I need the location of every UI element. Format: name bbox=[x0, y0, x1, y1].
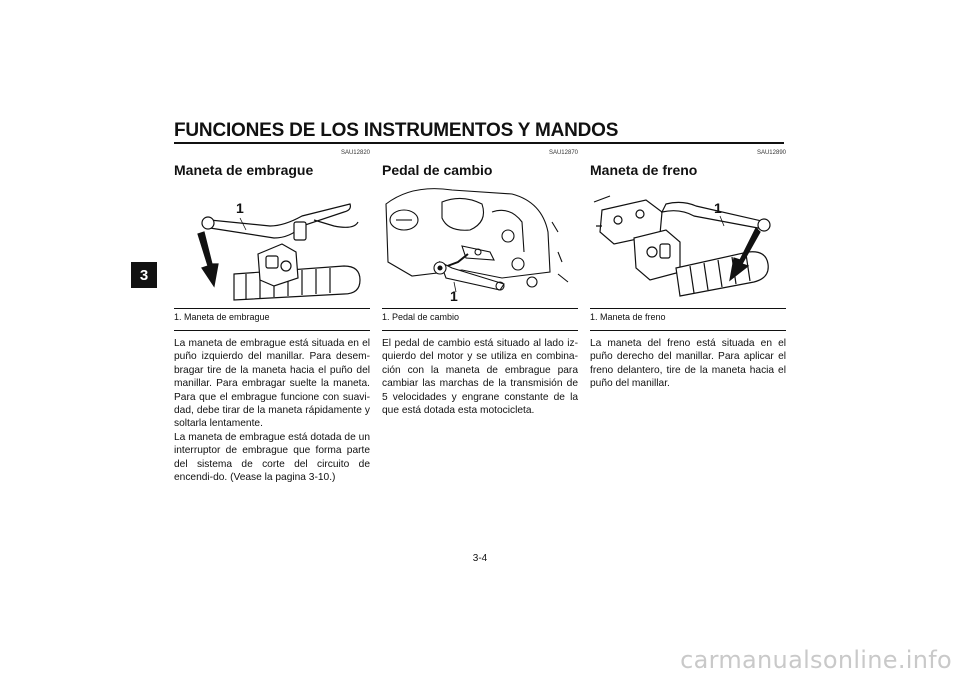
page-number: 3-4 bbox=[472, 553, 488, 564]
page-title: FUNCIONES DE LOS INSTRUMENTOS Y MANDOS bbox=[174, 120, 619, 141]
clutch-lever-illustration bbox=[174, 182, 370, 304]
section-code: SAU12890 bbox=[756, 150, 786, 156]
caption-rule bbox=[174, 308, 370, 309]
body-paragraph: El pedal de cambio está situado al lado iz-quierdo del motor y se utiliza en combina-ción con la maneta de embrague para cambiar las marchas de la transmisión de 5 velocidades y engrane constante de la que está dotada esta motocicleta. bbox=[382, 338, 578, 417]
shift-pedal-illustration bbox=[382, 182, 578, 304]
caption-rule bbox=[382, 330, 578, 331]
body-paragraph: La maneta de embrague está dotada de un interruptor de embrague que forma parte del sistema de corte del circuito de encendi-do. (Vease la pagina 3-10.) bbox=[174, 431, 370, 484]
section-body bbox=[382, 337, 578, 417]
section-heading: Maneta de freno bbox=[590, 162, 698, 178]
section-body bbox=[590, 337, 786, 391]
section-shift-pedal bbox=[382, 150, 578, 417]
callout-number: 1 bbox=[450, 288, 458, 304]
caption-rule bbox=[590, 330, 786, 331]
figure-caption: 1. Pedal de cambio bbox=[382, 312, 460, 322]
section-code: SAU12870 bbox=[548, 150, 578, 156]
section-heading: Maneta de embrague bbox=[174, 162, 314, 178]
caption-rule bbox=[382, 308, 578, 309]
title-rule bbox=[174, 142, 784, 144]
callout-number: 1 bbox=[714, 200, 722, 216]
caption-rule bbox=[174, 330, 370, 331]
body-paragraph: La maneta del freno está situada en el puño derecho del manillar. Para aplicar el freno delantero, tire de la maneta hacia el puño del manillar. bbox=[590, 338, 786, 390]
section-heading: Pedal de cambio bbox=[382, 162, 493, 178]
section-brake-lever bbox=[590, 150, 786, 391]
caption-rule bbox=[590, 308, 786, 309]
callout-number: 1 bbox=[236, 200, 244, 216]
chapter-tab: 3 bbox=[131, 262, 157, 288]
watermark: carmanualsonline.info bbox=[680, 646, 952, 674]
section-body bbox=[174, 337, 370, 484]
brake-lever-illustration bbox=[590, 182, 786, 304]
figure-caption: 1. Maneta de freno bbox=[590, 312, 666, 322]
figure-caption: 1. Maneta de embrague bbox=[174, 312, 270, 322]
section-clutch-lever bbox=[174, 150, 370, 484]
body-paragraph: La maneta de embrague está situada en el puño izquierdo del manillar. Para desem-bragar tire de la maneta hacia el puño del manillar. Para embragar suelte la maneta. Para que el embrague funcione con suavi-dad, debe tirar de la maneta rápidamente y soltarla lentamente. bbox=[174, 338, 370, 430]
section-code: SAU12820 bbox=[340, 150, 370, 156]
